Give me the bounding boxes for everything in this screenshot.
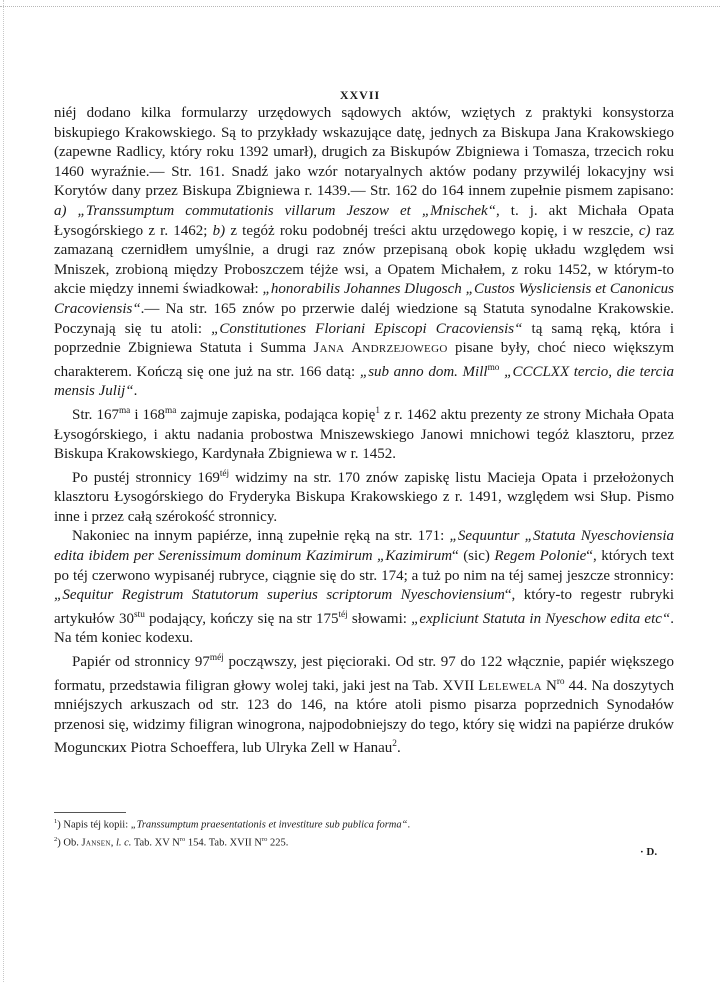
- paragraph: [54, 649, 674, 759]
- scan-edge-top: [0, 6, 720, 8]
- text-run: Jana Andrzejowego: [313, 340, 448, 357]
- text-run: 225.: [267, 837, 289, 848]
- text-run: .: [133, 383, 138, 400]
- text-run: , t. j. akt Michała Opata Łysogórskiego z r. 1462;: [54, 202, 674, 239]
- superscript: 2: [54, 835, 58, 843]
- italic-text: „honorabilis Johannes Dlugosch „Custos Wysliciensis et Canonicus Cracoviensis“: [54, 281, 674, 317]
- superscript: téj: [338, 609, 348, 620]
- superscript: ro: [179, 835, 186, 843]
- italic-text: Regem Polonie: [494, 548, 587, 565]
- text-run: tą samą ręką, która i poprzednie Zbigniewa Statuta i Summa: [54, 320, 674, 357]
- superscript: 1: [375, 405, 380, 416]
- text-run: Tab. XV N: [131, 837, 180, 848]
- text-run: .: [396, 740, 401, 757]
- text-run: “ (sic): [452, 548, 495, 565]
- text-run: pisane były, choć nieco większym charakterem. Kończą się one już na str. 166 datą:: [54, 340, 674, 380]
- text-run: “, których text po téj czerwono wypisanéj rubryce, ciągnie się do str. 174; a tuż po nim na téj samej jeszcze stronnicy:: [54, 548, 674, 584]
- italic-text: „sub anno dom. Mill: [359, 363, 488, 380]
- text-run: Papiér od stronnicy 97: [72, 654, 210, 671]
- scan-edge-left: [3, 0, 5, 982]
- text-run: Jansen: [81, 837, 111, 848]
- paragraph: [54, 465, 674, 528]
- paragraph: [54, 402, 674, 465]
- text-run: niéj dodano kilka formularzy urzędowych sądowych aktów, wziętych z praktyki konsystorza biskupiego Krakowskiego. Są to przykłady wskazujące datę, jednych za Biskupa Jana Krakowskiego (zapewne Radlicy, który roku 1392 umarł), drugich za Biskupów Zbigniewa i Tomasza, trzecich roku 1460 wyraźnie.— Str. 161. Snadź jako wzór notaryalnych aktów podany przywiléj lokacyjny wsi Korytów dany przez Biskupa Zbigniewa r. 1439.— Str. 162 do 164 innem zupełnie pismem zapisano:: [54, 105, 674, 200]
- superscript: 1: [54, 818, 58, 825]
- text-run: zajmuje zapiska, podająca kopię: [176, 406, 376, 423]
- text-run: podający, kończy się na str 175: [144, 610, 339, 627]
- footnote-rule: [54, 812, 126, 813]
- italic-text: „CCCLXX tercio, die tercia mensis Julij“: [54, 363, 674, 400]
- text-run: .— Na str. 165 znów po przerwie daléj wiedzione są Statuta synodalne Krakowskie. Poczynają się tu atoli:: [54, 300, 674, 337]
- page-header-number: XXVII: [339, 88, 381, 102]
- paragraph: [54, 104, 674, 402]
- superscript: ro: [556, 676, 565, 687]
- text-run: N: [541, 677, 557, 694]
- superscript: mo: [487, 362, 500, 373]
- footnote: [54, 833, 674, 851]
- paragraph: [54, 527, 674, 649]
- superscript: méj: [209, 653, 224, 664]
- text-run: Po pustéj stronnicy 169: [72, 469, 220, 486]
- text-run: .: [407, 819, 411, 831]
- superscript: 2: [392, 739, 397, 750]
- text-run: ,: [110, 837, 116, 848]
- italic-text: „expliciunt Statuta in Nyeschow edita etc“: [411, 610, 671, 627]
- text-run: “, który-to regestr rubryki artykułów 30: [54, 587, 675, 627]
- italic-text: a) „Transsumptum commutationis villarum Jeszow et „Mnischek“: [54, 202, 496, 219]
- text-run: widzimy na str. 170 znów zapiskę listu Macieja Opata i przełożonych klasztoru Łysogórskiego do Fryderyka Biskupa Krakowskiego z r. 1491, względem wsi Słup. Pismo inne i przez całą szérokość stronnicy.: [54, 469, 674, 525]
- italic-text: „Constitutiones Floriani Episcopi Cracoviensis“: [211, 320, 523, 337]
- superscript: stu: [134, 609, 145, 620]
- body-text: [54, 104, 674, 759]
- text-run: z r. 1462 aktu prezenty ze strony Michała Opata Łysogórskiego, i aktu nadania probostwa Mniszewskiego Janowi mnichowi tegóż klasztoru, przez Biskupa Krakowskiego, Kardynała Zbigniewa w r. 1452.: [54, 406, 674, 463]
- italic-text: „Sequitur Registrum Statutorum superius scriptorum Nyeschoviensium: [54, 587, 505, 604]
- italic-text: l. c.: [115, 837, 132, 848]
- text-run: Str. 167: [72, 406, 119, 423]
- text-run: 154. Tab. XVII N: [185, 837, 262, 848]
- text-run: . Na tém koniec kodexu.: [54, 610, 674, 647]
- text-run: słowami:: [347, 610, 412, 627]
- footnote: [54, 815, 674, 833]
- text-run: ) Ob.: [57, 837, 82, 848]
- superscript: ro: [261, 835, 268, 843]
- superscript: téj: [219, 468, 230, 479]
- superscript: ma: [165, 405, 177, 416]
- text-run: ) Napis téj kopii:: [57, 819, 131, 831]
- italic-text: c): [638, 222, 651, 239]
- footnotes: [54, 815, 674, 850]
- text-run: Nakoniec na innym papiérze, inną zupełnie ręką na str. 171:: [72, 528, 450, 545]
- italic-text: „Transsumptum praesentationis et investiture sub publica forma“: [130, 819, 408, 831]
- printer-signature: · D.: [640, 846, 658, 858]
- text-run: i 168: [130, 406, 166, 423]
- text-run: z tegóż roku podobnéj treści aktu urzędowego kopię, i w reszcie,: [225, 222, 639, 239]
- italic-text: b): [212, 222, 226, 239]
- text-run: 44. Na doszytych mniéjszych arkuszach od str. 123 do 146, na które atoli pismo pisarza poprzednich Synodałów przenosi się, widzimy filigran winogrona, najpodobniejszy do tego, który się widzi na papiérze druków Moguncких Piotra Schoeffera, lub Ulryka Zell w Hanau: [54, 677, 674, 757]
- italic-text: „Sequuntur „Statuta Nyeschoviensia edita ibidem per Serenissimum dominum Kazimirum „Kazimirum: [54, 528, 675, 565]
- superscript: ma: [118, 405, 131, 416]
- text-run: począwszy, jest pięcioraki. Od str. 97 do 122 włącznie, papiér większego formatu, przedstawia filigran głowy wolej taki, jaki jest na Tab. XVII: [54, 654, 674, 694]
- text-run: Lelewela: [478, 677, 542, 694]
- text-run: raz zamazaną czernidłem umyślnie, a drugi raz znów przepisaną obok kopię układu względem wsi Mniszek, zrobioną między Proboszczem téjże wsi, a Opatem Michałem, z roku 1452, w którym-to akcie między innemi świadkował:: [54, 222, 675, 298]
